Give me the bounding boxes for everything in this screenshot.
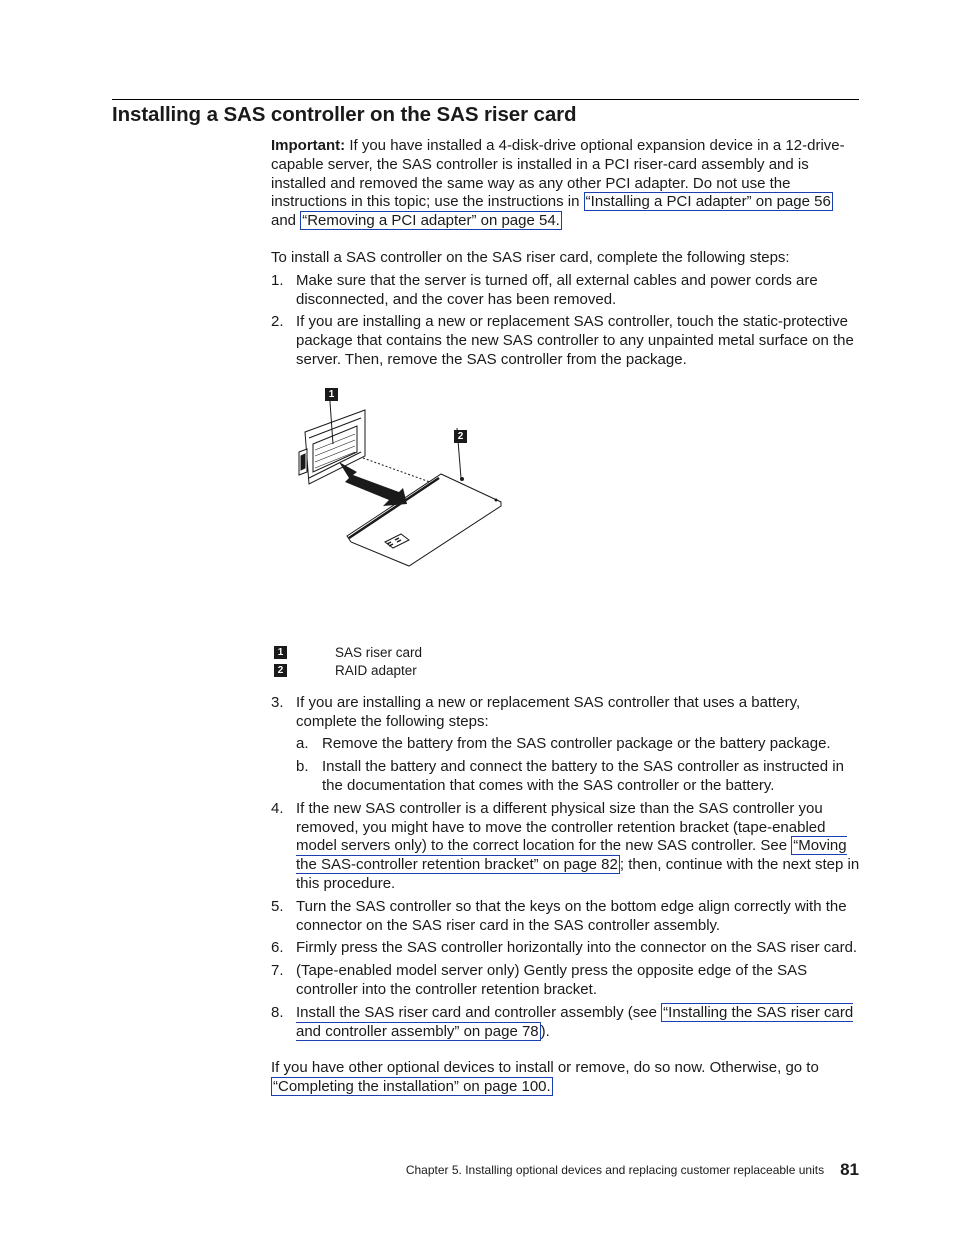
step-3a-number: a. [296, 735, 309, 753]
step-8-text-1: Install the SAS riser card and controller assembly (see [296, 1003, 662, 1021]
riser-card-diagram [269, 374, 549, 644]
legend-label-1: SAS riser card [335, 644, 423, 660]
page-footer [406, 1160, 859, 1180]
step-3-text: If you are installing a new or replacement SAS controller that uses a battery, complete the following steps: [296, 693, 801, 730]
step-6 [271, 939, 861, 958]
important-text-1: If you have installed a 4-disk-drive optional expansion device in a 12-drive-capable server, the SAS controller is installed in a PCI riser-card assembly and is installed and removed the same way as any other PCI adapter. Do not use the instructions in this topic; use the instructions in [271, 137, 845, 211]
step-5-text: Turn the SAS controller so that the keys on the bottom edge align correctly with the connector on the SAS riser card in the SAS controller assembly. [296, 897, 847, 934]
step-5 [271, 898, 861, 936]
step-1 [271, 272, 861, 310]
important-text-2: and [271, 212, 301, 230]
step-3 [271, 694, 861, 796]
step-3b [296, 758, 861, 796]
step-3b-text: Install the battery and connect the battery to the SAS controller as instructed in the documentation that comes with the SAS controller or the battery. [322, 758, 844, 794]
legend-callout-2: 2 [274, 664, 287, 677]
link-removing-pci-adapter[interactable]: “Removing a PCI adapter” on page 54. [302, 212, 560, 230]
figure-legend [271, 644, 861, 680]
step-7 [271, 962, 861, 1000]
step-2-text: If you are installing a new or replacement SAS controller, touch the static-protective package that contains the new SAS controller to any unpainted metal surface on the server. Then, remove the SAS controller from the package. [296, 313, 854, 368]
step-8-text-2: ). [540, 1022, 550, 1040]
step-3b-number: b. [296, 758, 309, 776]
step-5-number: 5. [271, 897, 284, 915]
legend-row-1 [271, 644, 671, 662]
step-list [271, 272, 861, 370]
step-7-text: (Tape-enabled model server only) Gently press the opposite edge of the SAS controller into the controller retention bracket. [296, 962, 808, 998]
footer-chapter: Chapter 5. Installing optional devices and replacing customer replaceable units [405, 1163, 825, 1177]
step-3a [296, 735, 861, 754]
step-8 [271, 1004, 861, 1042]
step-8-number: 8. [271, 1003, 284, 1021]
step-4-text-1: If the new SAS controller is a different physical size than the SAS controller you removed, you might have to move the controller retention bracket (tape-enabled model servers only) to the correct location for the new SAS controller. See [296, 799, 826, 855]
legend-label-2: RAID adapter [335, 662, 417, 678]
link-moving-retention-bracket[interactable]: “Moving the SAS-controller retention bracket” on page 82 [296, 837, 847, 874]
legend-row-2 [271, 662, 671, 680]
step-7-number: 7. [271, 962, 284, 980]
important-note [271, 137, 861, 231]
body-content [271, 137, 861, 1097]
step-list-continued [271, 694, 861, 1042]
step-1-number: 1. [271, 271, 284, 289]
step-4 [271, 800, 861, 894]
page-title: Installing a SAS controller on the SAS riser card [112, 103, 577, 126]
step-6-number: 6. [271, 939, 284, 957]
intro-text: To install a SAS controller on the SAS riser card, complete the following steps: [271, 248, 790, 266]
link-installing-pci-adapter[interactable]: “Installing a PCI adapter” on page 56 [585, 193, 831, 211]
page-number: 81 [840, 1160, 859, 1179]
legend-callout-1: 1 [274, 646, 287, 659]
step-6-text: Firmly press the SAS controller horizontally into the connector on the SAS riser card. [296, 939, 858, 957]
link-completing-installation[interactable]: “Completing the installation” on page 100. [273, 1078, 551, 1096]
step-1-text: Make sure that the server is turned off, all external cables and power cords are disconnected, and the cover has been removed. [296, 271, 818, 308]
step-3a-text: Remove the battery from the SAS controller package or the battery package. [322, 735, 831, 753]
step-4-text-2: ; then, continue with the next step in this procedure. [296, 856, 860, 892]
callout-2: 2 [454, 430, 467, 443]
closing-text [271, 1059, 861, 1097]
step-4-number: 4. [271, 799, 284, 817]
callout-1: 1 [325, 388, 338, 401]
step-3-substeps [296, 735, 861, 795]
step-2-number: 2. [271, 313, 284, 331]
riser-card-illustration [269, 374, 861, 644]
link-installing-sas-riser-assembly[interactable]: “Installing the SAS riser card and controller assembly” on page 78 [296, 1003, 854, 1040]
closing-text-1: If you have other optional devices to install or remove, do so now. Otherwise, go to [271, 1059, 819, 1077]
step-3-number: 3. [271, 693, 284, 711]
important-label: Important: [271, 137, 346, 154]
step-2 [271, 313, 861, 369]
heading-rule [112, 99, 859, 100]
